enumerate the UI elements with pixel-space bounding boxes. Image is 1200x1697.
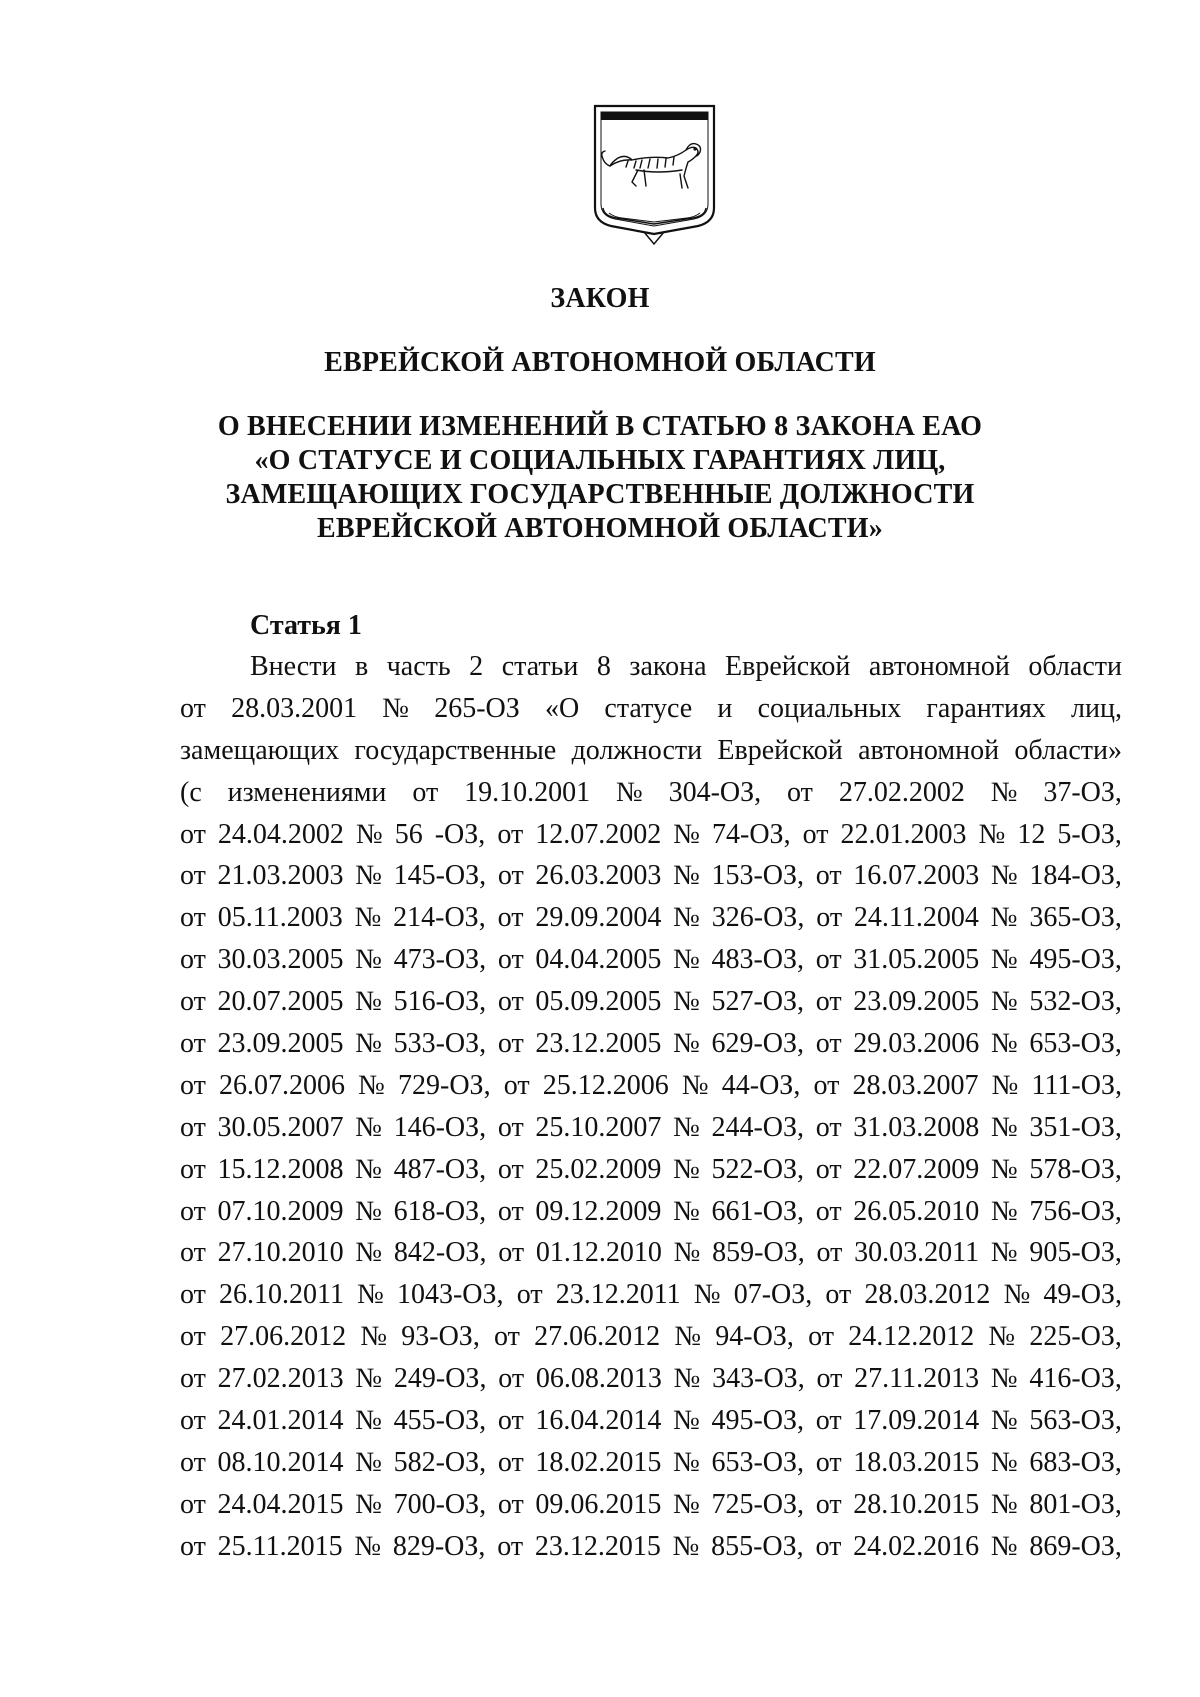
article-text-line: от 26.07.2006 № 729-ОЗ, от 25.12.2006 № 44-ОЗ, от 28.03.2007 № 111-ОЗ, bbox=[180, 1069, 1122, 1101]
article-text-line: от 05.11.2003 № 214-ОЗ, от 29.09.2004 № 326-ОЗ, от 24.11.2004 № 365-ОЗ, bbox=[180, 902, 1122, 934]
article-text-line: от 24.04.2002 № 56 -ОЗ, от 12.07.2002 № 74-ОЗ, от 22.01.2003 № 12 5-ОЗ, bbox=[180, 818, 1122, 850]
article-text-line: (с изменениями от 19.10.2001 № 304-ОЗ, от 27.02.2002 № 37-ОЗ, bbox=[180, 776, 1122, 808]
law-subject-line: О ВНЕСЕНИИ ИЗМЕНЕНИЙ В СТАТЬЮ 8 ЗАКОНА ЕАО bbox=[217, 411, 983, 442]
law-subject-line: ЗАМЕЩАЮЩИХ ГОСУДАРСТВЕННЫЕ ДОЛЖНОСТИ bbox=[225, 479, 975, 510]
article-text-line: от 25.11.2015 № 829-ОЗ, от 23.12.2015 № 855-ОЗ, от 24.02.2016 № 869-ОЗ, bbox=[180, 1530, 1122, 1562]
article-text-line: от 24.01.2014 № 455-ОЗ, от 16.04.2014 № 495-ОЗ, от 17.09.2014 № 563-ОЗ, bbox=[180, 1405, 1122, 1437]
article-text-line: от 20.07.2005 № 516-ОЗ, от 05.09.2005 № 527-ОЗ, от 23.09.2005 № 532-ОЗ, bbox=[180, 986, 1122, 1018]
region-title: ЕВРЕЙСКОЙ АВТОНОМНОЙ ОБЛАСТИ bbox=[324, 347, 876, 378]
article-text-line: замещающих государственные должности Еврейской автономной области» bbox=[180, 734, 1122, 766]
article-text-line: от 30.05.2007 № 146-ОЗ, от 25.10.2007 № 244-ОЗ, от 31.03.2008 № 351-ОЗ, bbox=[180, 1111, 1122, 1143]
article-text-line: от 26.10.2011 № 1043-ОЗ, от 23.12.2011 № 07-ОЗ, от 28.03.2012 № 49-ОЗ, bbox=[180, 1279, 1122, 1311]
article-text-line: от 27.10.2010 № 842-ОЗ, от 01.12.2010 № 859-ОЗ, от 30.03.2011 № 905-ОЗ, bbox=[180, 1237, 1122, 1269]
law-subject-title bbox=[150, 410, 1050, 546]
article-text-line: от 23.09.2005 № 533-ОЗ, от 23.12.2005 № 629-ОЗ, от 29.03.2006 № 653-ОЗ, bbox=[180, 1028, 1122, 1060]
law-subject-line: «О СТАТУСЕ И СОЦИАЛЬНЫХ ГАРАНТИЯХ ЛИЦ, bbox=[254, 445, 946, 476]
article-body bbox=[180, 646, 1122, 1568]
article-text-line: от 21.03.2003 № 145-ОЗ, от 26.03.2003 № 153-ОЗ, от 16.07.2003 № 184-ОЗ, bbox=[180, 860, 1122, 892]
article-text-line: от 27.06.2012 № 93-ОЗ, от 27.06.2012 № 94-ОЗ, от 24.12.2012 № 225-ОЗ, bbox=[180, 1321, 1122, 1353]
article-text-line: от 08.10.2014 № 582-ОЗ, от 18.02.2015 № 653-ОЗ, от 18.03.2015 № 683-ОЗ, bbox=[180, 1446, 1122, 1478]
article-text-line: от 24.04.2015 № 700-ОЗ, от 09.06.2015 № 725-ОЗ, от 28.10.2015 № 801-ОЗ, bbox=[180, 1488, 1122, 1520]
law-subject-line: ЕВРЕЙСКОЙ АВТОНОМНОЙ ОБЛАСТИ» bbox=[317, 513, 883, 544]
article-text-line: от 27.02.2013 № 249-ОЗ, от 06.08.2013 № 343-ОЗ, от 27.11.2013 № 416-ОЗ, bbox=[180, 1363, 1122, 1395]
article-text-line: от 07.10.2009 № 618-ОЗ, от 09.12.2009 № 661-ОЗ, от 26.05.2010 № 756-ОЗ, bbox=[180, 1195, 1122, 1227]
article-title: Статья 1 bbox=[250, 610, 362, 641]
article-text-line: от 30.03.2005 № 473-ОЗ, от 04.04.2005 № 483-ОЗ, от 31.05.2005 № 495-ОЗ, bbox=[180, 944, 1122, 976]
tiger-emblem-icon bbox=[592, 104, 717, 249]
article-text-line: Внести в часть 2 статьи 8 закона Еврейской автономной области bbox=[250, 651, 1122, 682]
article-text-line: от 15.12.2008 № 487-ОЗ, от 25.02.2009 № 522-ОЗ, от 22.07.2009 № 578-ОЗ, bbox=[180, 1153, 1122, 1185]
article-text-line: от 28.03.2001 № 265-ОЗ «О статусе и социальных гарантиях лиц, bbox=[180, 692, 1122, 724]
document-type-title: ЗАКОН bbox=[550, 283, 650, 314]
